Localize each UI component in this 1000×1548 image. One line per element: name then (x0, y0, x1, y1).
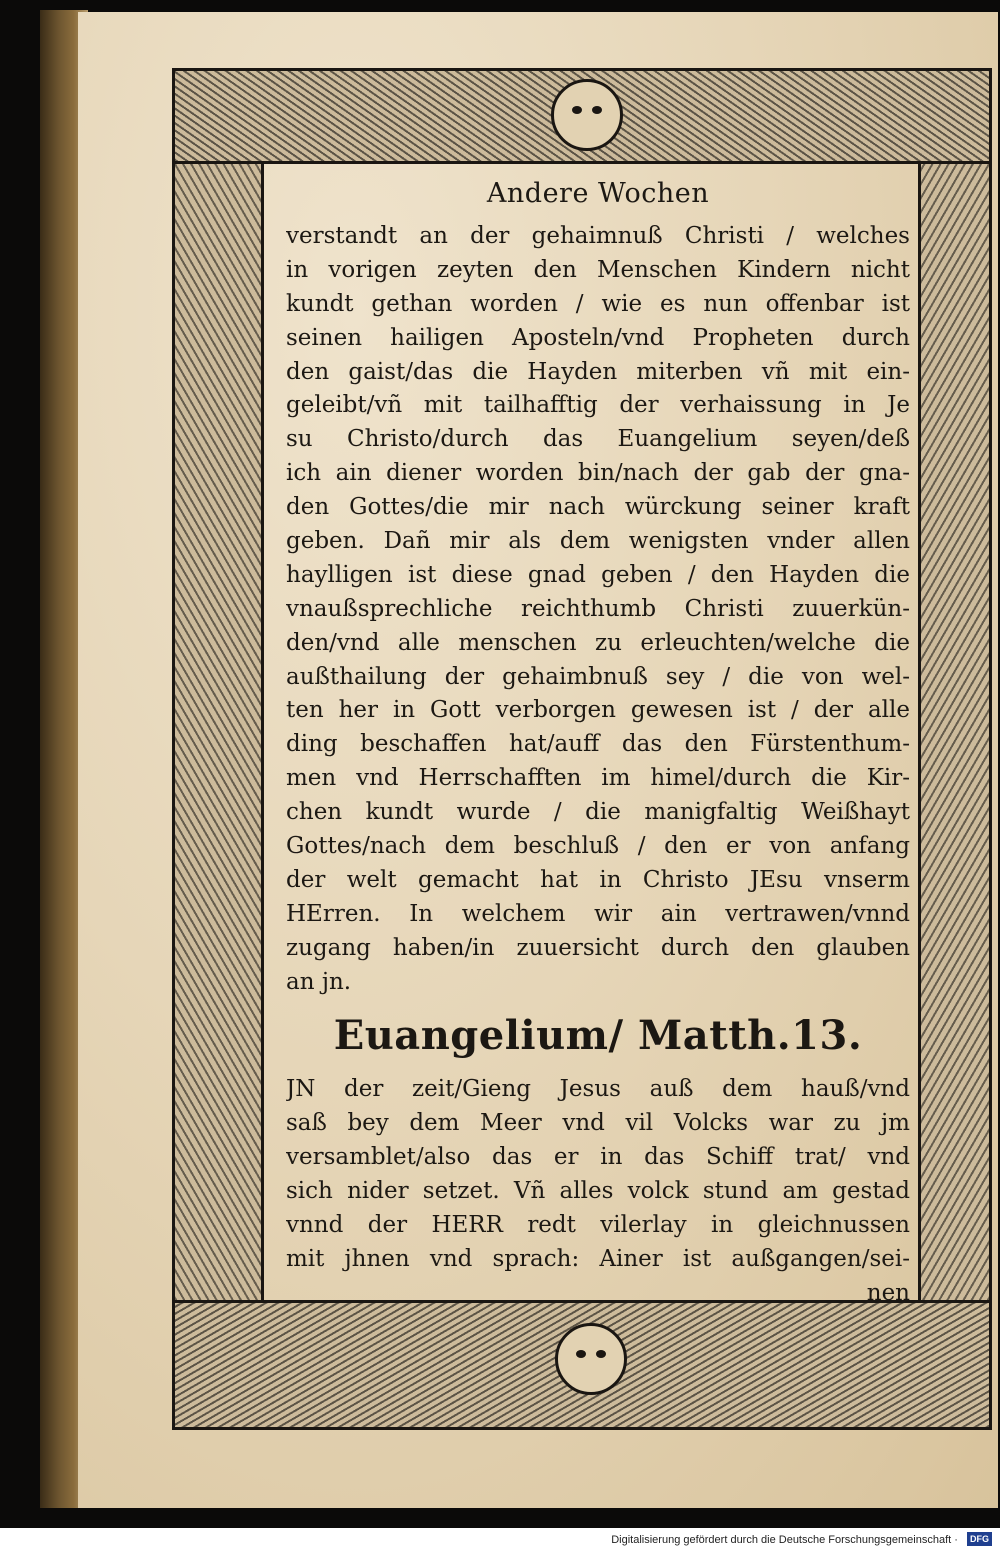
text-line: ich ain diener worden bin/nach der gab der gna- (286, 460, 910, 487)
text-line: zugang haben/in zuuersicht durch den glauben (286, 934, 910, 961)
text-line: su Christo/durch das Euangelium seyen/deß (286, 426, 910, 453)
text-line: haylligen ist diese gnad geben / den Hayden die (286, 561, 910, 588)
text-line: geleibt/vñ mit tailhafftig der verhaissung in Je (286, 392, 910, 419)
text-line: saß bey dem Meer vnd vil Volcks war zu jm (286, 1110, 910, 1137)
funding-notice: Digitalisierung gefördert durch die Deutsche Forschungsgemeinschaft · (611, 1534, 958, 1546)
text-line: Gottes/nach dem beschluß / den er von anfang (286, 833, 910, 860)
woodcut-border-left (172, 164, 264, 1300)
lion-mask-ornament (551, 79, 623, 151)
text-line: vnaußsprechliche reichthumb Christi zuuerkün- (286, 595, 910, 622)
woodcut-border-bottom (172, 1300, 992, 1430)
text-line: außthailung der gehaimbnuß sey / die von wel- (286, 663, 910, 690)
dfg-logo-icon: DFG (967, 1532, 992, 1546)
text-line: kundt gethan worden / wie es nun offenbar ist (286, 290, 910, 317)
footer-bar (0, 1528, 1000, 1548)
text-line: den/vnd alle menschen zu erleuchten/welche die (286, 629, 910, 656)
gospel-heading: Euangelium/ Matth.13. (333, 1012, 863, 1060)
text-line: in vorigen zeyten den Menschen Kindern nicht (286, 256, 910, 283)
text-line: HErren. In welchem wir ain vertrawen/vnnd (286, 900, 910, 927)
gospel-text (286, 1073, 910, 1310)
text-line: den Gottes/die mir nach würckung seiner kraft (286, 494, 910, 521)
text-line: versamblet/also das er in das Schiff trat/ vnd (286, 1144, 910, 1171)
text-line: JN der zeit/Gieng Jesus auß dem hauß/vnd (286, 1076, 910, 1103)
text-line: seinen hailigen Aposteln/vnd Propheten durch (286, 324, 910, 351)
face-mask-ornament (555, 1323, 627, 1395)
text-line: an jn. (286, 968, 352, 995)
text-line: men vnd Herrschafften im himel/durch die Kir- (286, 765, 910, 792)
text-line: geben. Dañ mir als dem wenigsten vnder allen (286, 528, 910, 555)
text-line: chen kundt wurde / die manigfaltig Weißhayt (286, 799, 910, 826)
text-line: ding beschaffen hat/auff das den Fürstenthum- (286, 731, 910, 758)
catchword: nen (866, 1279, 910, 1306)
text-line: verstandt an der gehaimnuß Christi / welches (286, 223, 910, 249)
text-block (286, 168, 910, 1306)
woodcut-border-top (172, 68, 992, 164)
text-line: mit jhnen vnd sprach: Ainer ist außgangen/sei- (286, 1245, 910, 1272)
text-line: vnnd der HERR redt vilerlay in gleichnussen (286, 1212, 910, 1239)
text-line: den gaist/das die Hayden miterben vñ mit ein- (286, 358, 910, 385)
text-line: sich nider setzet. Vñ alles volck stund am gestad (286, 1178, 910, 1205)
text-line: der welt gemacht hat in Christo JEsu vnserm (286, 866, 910, 893)
epistle-text (286, 220, 910, 999)
woodcut-border-right (918, 164, 992, 1300)
text-line: ten her in Gott verborgen gewesen ist / der alle (286, 697, 910, 724)
running-head: Andere Wochen (486, 178, 710, 209)
